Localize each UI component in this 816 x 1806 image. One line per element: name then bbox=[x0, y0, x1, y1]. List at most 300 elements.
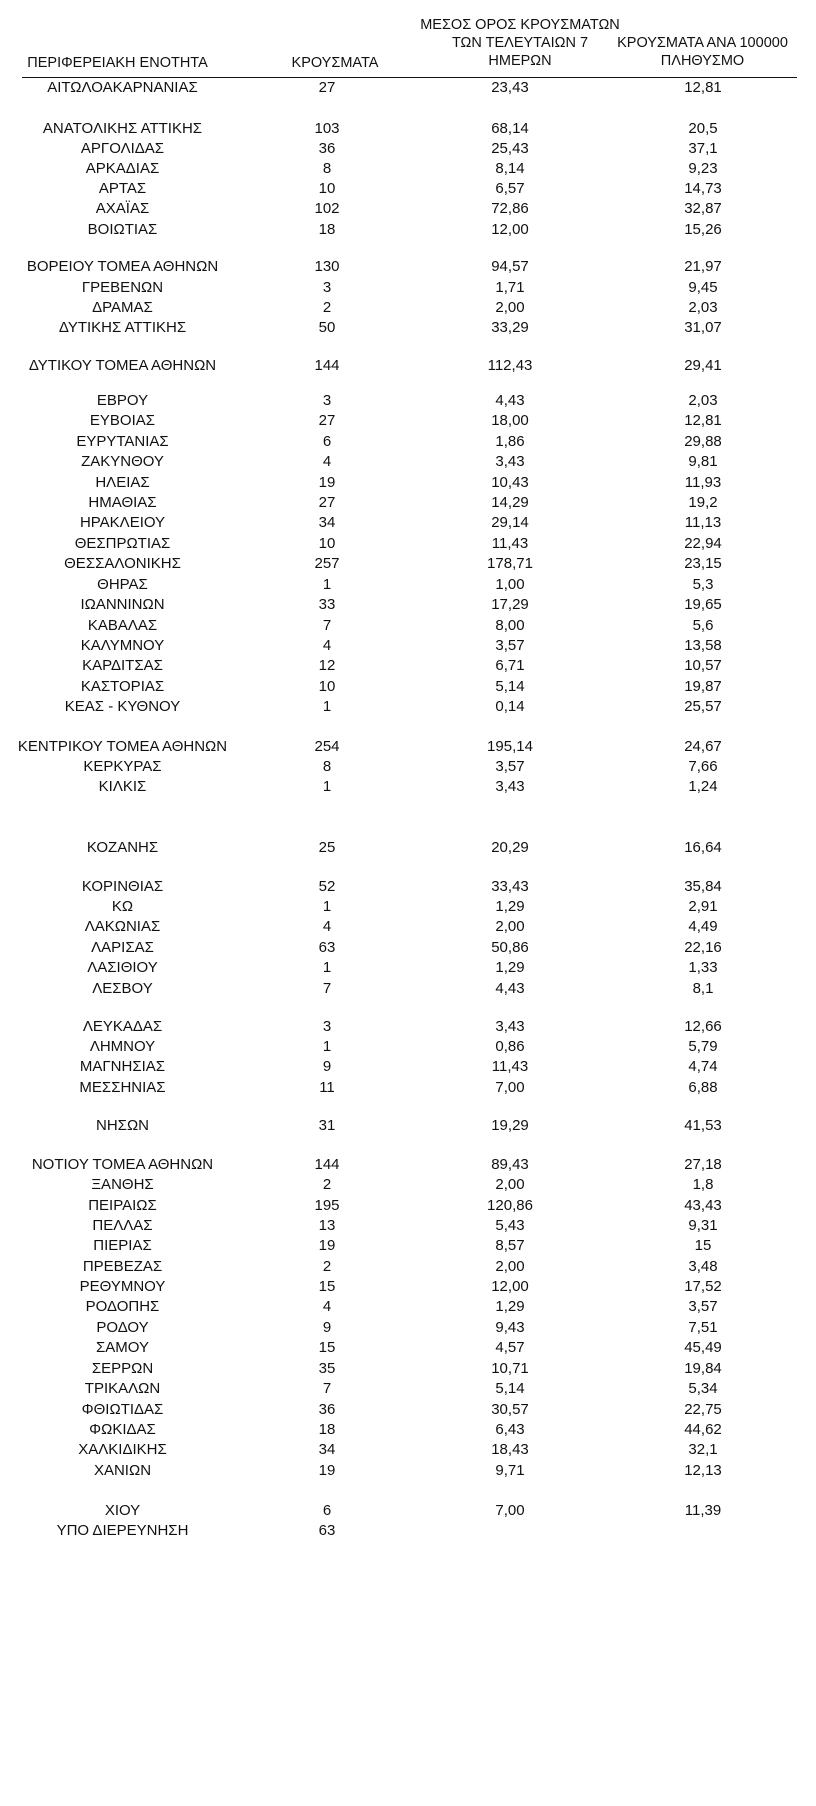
seven-day-average-cell: 4,57 bbox=[495, 1339, 525, 1356]
table-row bbox=[0, 159, 816, 179]
per-100k-cell: 5,6 bbox=[692, 617, 714, 634]
seven-day-average-cell: 112,43 bbox=[487, 357, 533, 374]
per-100k-cell: 19,2 bbox=[688, 494, 718, 511]
per-100k-cell: 7,51 bbox=[688, 1319, 718, 1336]
table-row bbox=[0, 595, 816, 615]
table-row bbox=[0, 452, 816, 472]
region-cell: ΧΑΝΙΩΝ bbox=[93, 1462, 152, 1479]
cases-cell: 25 bbox=[318, 839, 336, 856]
region-cell: ΞΑΝΘΗΣ bbox=[91, 1176, 154, 1193]
table-row bbox=[0, 1175, 816, 1195]
table-row bbox=[0, 1116, 816, 1136]
cases-cell: 144 bbox=[314, 357, 340, 374]
region-cell: ΠΕΛΛΑΣ bbox=[92, 1217, 153, 1234]
table-row bbox=[0, 917, 816, 937]
per-100k-cell: 37,1 bbox=[688, 140, 718, 157]
table-row bbox=[0, 513, 816, 533]
per-100k-cell: 14,73 bbox=[684, 180, 722, 197]
seven-day-average-cell: 120,86 bbox=[487, 1197, 533, 1214]
region-cell: ΥΠΟ ΔΙΕΡΕΥΝΗΣΗ bbox=[56, 1522, 189, 1539]
seven-day-average-cell: 0,86 bbox=[495, 1038, 525, 1055]
per-100k-cell: 15,26 bbox=[684, 221, 722, 238]
table-row bbox=[0, 897, 816, 917]
cases-cell: 18 bbox=[318, 221, 336, 238]
per-100k-cell: 23,15 bbox=[684, 555, 722, 572]
per-100k-cell: 1,24 bbox=[688, 778, 718, 795]
seven-day-average-cell: 6,57 bbox=[495, 180, 525, 197]
seven-day-average-cell: 20,29 bbox=[491, 839, 529, 856]
region-cell: ΦΘΙΩΤΙΔΑΣ bbox=[81, 1401, 164, 1418]
cases-cell: 102 bbox=[314, 200, 340, 217]
per-100k-cell: 9,81 bbox=[688, 453, 718, 470]
table-row bbox=[0, 838, 816, 858]
table-row bbox=[0, 534, 816, 554]
table-row bbox=[0, 1277, 816, 1297]
per-100k-cell: 9,31 bbox=[688, 1217, 718, 1234]
region-cell: ΛΕΣΒΟΥ bbox=[92, 980, 153, 997]
header-cases bbox=[270, 54, 400, 72]
per-100k-cell: 11,39 bbox=[684, 1502, 722, 1519]
per-100k-cell: 17,52 bbox=[684, 1278, 722, 1295]
per-100k-cell: 5,34 bbox=[688, 1380, 718, 1397]
cases-cell: 36 bbox=[318, 140, 336, 157]
seven-day-average-cell: 68,14 bbox=[491, 120, 529, 137]
per-100k-cell: 15 bbox=[694, 1237, 712, 1254]
seven-day-average-cell: 11,43 bbox=[491, 535, 529, 552]
seven-day-average-cell: 3,43 bbox=[495, 778, 525, 795]
region-cell: ΠΡΕΒΕΖΑΣ bbox=[82, 1258, 163, 1275]
cases-cell: 7 bbox=[322, 1380, 332, 1397]
table-row bbox=[0, 139, 816, 159]
seven-day-average-cell: 12,00 bbox=[491, 221, 529, 238]
seven-day-average-cell: 3,57 bbox=[495, 637, 525, 654]
header-per-line-1: ΚΡΟΥΣΜΑΤΑ ΑΝΑ 100000 bbox=[617, 35, 788, 51]
table-row bbox=[0, 575, 816, 595]
per-100k-cell: 2,03 bbox=[688, 392, 718, 409]
region-cell: ΜΑΓΝΗΣΙΑΣ bbox=[79, 1058, 166, 1075]
per-100k-cell: 12,13 bbox=[684, 1462, 722, 1479]
cases-cell: 1 bbox=[322, 1038, 332, 1055]
table-row bbox=[0, 938, 816, 958]
cases-cell: 33 bbox=[318, 596, 336, 613]
region-cell: ΚΟΖΑΝΗΣ bbox=[86, 839, 159, 856]
seven-day-average-cell: 2,00 bbox=[495, 299, 525, 316]
region-cell: ΔΡΑΜΑΣ bbox=[92, 299, 153, 316]
table-row bbox=[0, 677, 816, 697]
region-cell: ΑΧΑΪΑΣ bbox=[95, 200, 150, 217]
cases-cell: 10 bbox=[318, 678, 336, 695]
per-100k-cell: 31,07 bbox=[684, 319, 722, 336]
seven-day-average-cell: 1,71 bbox=[495, 279, 525, 296]
region-cell: ΝΟΤΙΟΥ ΤΟΜΕΑ ΑΘΗΝΩΝ bbox=[31, 1156, 214, 1173]
cases-cell: 6 bbox=[322, 433, 332, 450]
region-cell: ΖΑΚΥΝΘΟΥ bbox=[81, 453, 164, 470]
region-cell: ΔΥΤΙΚΗΣ ΑΤΤΙΚΗΣ bbox=[58, 319, 187, 336]
per-100k-cell: 12,81 bbox=[684, 412, 722, 429]
cases-cell: 52 bbox=[318, 878, 336, 895]
seven-day-average-cell: 50,86 bbox=[491, 939, 529, 956]
region-cell: ΦΩΚΙΔΑΣ bbox=[89, 1421, 156, 1438]
cases-cell: 195 bbox=[314, 1197, 340, 1214]
cases-cell: 10 bbox=[318, 535, 336, 552]
cases-cell: 7 bbox=[322, 617, 332, 634]
seven-day-average-cell: 6,71 bbox=[495, 657, 525, 674]
per-100k-cell: 29,88 bbox=[684, 433, 722, 450]
per-100k-cell: 3,48 bbox=[688, 1258, 718, 1275]
region-cell: ΚΕΑΣ - ΚΥΘΝΟΥ bbox=[64, 698, 181, 715]
per-100k-cell: 19,87 bbox=[684, 678, 722, 695]
region-cell: ΚΑΛΥΜΝΟΥ bbox=[80, 637, 165, 654]
seven-day-average-cell: 33,29 bbox=[491, 319, 529, 336]
seven-day-average-cell: 195,14 bbox=[487, 738, 533, 755]
cases-cell: 34 bbox=[318, 1441, 336, 1458]
per-100k-cell: 21,97 bbox=[684, 258, 722, 275]
region-cell: ΑΡΚΑΔΙΑΣ bbox=[85, 160, 160, 177]
header-region-label: ΠΕΡΙΦΕΡΕΙΑΚΗ ΕΝΟΤΗΤΑ bbox=[27, 55, 208, 71]
table-row bbox=[0, 777, 816, 797]
table-row bbox=[0, 179, 816, 199]
per-100k-cell: 8,1 bbox=[692, 980, 714, 997]
table-row bbox=[0, 1236, 816, 1256]
region-cell: ΚΟΡΙΝΘΙΑΣ bbox=[81, 878, 164, 895]
seven-day-average-cell: 30,57 bbox=[491, 1401, 529, 1418]
table-row bbox=[0, 318, 816, 338]
region-cell: ΗΡΑΚΛΕΙΟΥ bbox=[79, 514, 166, 531]
region-cell: ΒΟΙΩΤΙΑΣ bbox=[87, 221, 158, 238]
cases-cell: 63 bbox=[318, 939, 336, 956]
header-region bbox=[10, 54, 225, 72]
seven-day-average-cell: 1,00 bbox=[495, 576, 525, 593]
table-row bbox=[0, 356, 816, 376]
per-100k-cell: 9,23 bbox=[688, 160, 718, 177]
region-cell: ΛΑΡΙΣΑΣ bbox=[91, 939, 154, 956]
table-row bbox=[0, 411, 816, 431]
seven-day-average-cell: 2,00 bbox=[495, 918, 525, 935]
cases-cell: 34 bbox=[318, 514, 336, 531]
table-row bbox=[0, 199, 816, 219]
region-cell: ΑΡΤΑΣ bbox=[98, 180, 147, 197]
table-row bbox=[0, 1461, 816, 1481]
seven-day-average-cell: 4,43 bbox=[495, 980, 525, 997]
region-cell: ΑΡΓΟΛΙΔΑΣ bbox=[80, 140, 165, 157]
per-100k-cell: 27,18 bbox=[684, 1156, 722, 1173]
table-row bbox=[0, 757, 816, 777]
table-row bbox=[0, 1057, 816, 1077]
per-100k-cell: 45,49 bbox=[684, 1339, 722, 1356]
region-cell: ΤΡΙΚΑΛΩΝ bbox=[84, 1380, 161, 1397]
cases-cell: 19 bbox=[318, 1237, 336, 1254]
cases-cell: 257 bbox=[314, 555, 340, 572]
seven-day-average-cell: 0,14 bbox=[495, 698, 525, 715]
header-avg-line-3: ΗΜΕΡΩΝ bbox=[488, 53, 552, 69]
cases-cell: 4 bbox=[322, 1298, 332, 1315]
table-row bbox=[0, 1078, 816, 1098]
seven-day-average-cell: 2,00 bbox=[495, 1258, 525, 1275]
seven-day-average-cell: 29,14 bbox=[491, 514, 529, 531]
seven-day-average-cell: 1,86 bbox=[495, 433, 525, 450]
cases-cell: 1 bbox=[322, 778, 332, 795]
region-cell: ΚΕΡΚΥΡΑΣ bbox=[83, 758, 162, 775]
cases-cell: 254 bbox=[314, 738, 340, 755]
seven-day-average-cell: 18,43 bbox=[491, 1441, 529, 1458]
region-cell: ΡΕΘΥΜΝΟΥ bbox=[79, 1278, 166, 1295]
per-100k-cell: 32,1 bbox=[688, 1441, 718, 1458]
cases-cell: 130 bbox=[314, 258, 340, 275]
table-row bbox=[0, 1501, 816, 1521]
seven-day-average-cell: 178,71 bbox=[487, 555, 533, 572]
cases-cell: 8 bbox=[322, 160, 332, 177]
region-cell: ΒΟΡΕΙΟΥ ΤΟΜΕΑ ΑΘΗΝΩΝ bbox=[26, 258, 219, 275]
region-cell: ΚΑΒΑΛΑΣ bbox=[87, 617, 158, 634]
table-row bbox=[0, 1359, 816, 1379]
per-100k-cell: 13,58 bbox=[684, 637, 722, 654]
region-cell: ΠΕΙΡΑΙΩΣ bbox=[88, 1197, 157, 1214]
table-row bbox=[0, 432, 816, 452]
seven-day-average-cell: 9,43 bbox=[495, 1319, 525, 1336]
table-row bbox=[0, 257, 816, 277]
region-cell: ΑΙΤΩΛΟΑΚΑΡΝΑΝΙΑΣ bbox=[47, 79, 198, 96]
cases-cell: 2 bbox=[322, 299, 332, 316]
per-100k-cell: 3,57 bbox=[688, 1298, 718, 1315]
cases-cell: 19 bbox=[318, 474, 336, 491]
seven-day-average-cell: 14,29 bbox=[491, 494, 529, 511]
region-cell: ΚΩ bbox=[111, 898, 134, 915]
header-avg-line-1: ΜΕΣΟΣ ΟΡΟΣ ΚΡΟΥΣΜΑΤΩΝ bbox=[420, 17, 620, 33]
table-row bbox=[0, 1379, 816, 1399]
region-cell: ΕΒΡΟΥ bbox=[96, 392, 149, 409]
table-row bbox=[0, 979, 816, 999]
per-100k-cell: 5,3 bbox=[692, 576, 714, 593]
seven-day-average-cell: 6,43 bbox=[495, 1421, 525, 1438]
region-cell: ΚΙΛΚΙΣ bbox=[98, 778, 147, 795]
cases-cell: 1 bbox=[322, 898, 332, 915]
region-cell: ΙΩΑΝΝΙΝΩΝ bbox=[80, 596, 165, 613]
per-100k-cell: 1,33 bbox=[688, 959, 718, 976]
per-100k-cell: 4,49 bbox=[688, 918, 718, 935]
cases-cell: 27 bbox=[318, 494, 336, 511]
table-row bbox=[0, 1017, 816, 1037]
seven-day-average-cell: 3,43 bbox=[495, 1018, 525, 1035]
per-100k-cell: 22,75 bbox=[684, 1401, 722, 1418]
seven-day-average-cell: 17,29 bbox=[491, 596, 529, 613]
cases-cell: 4 bbox=[322, 637, 332, 654]
cases-cell: 1 bbox=[322, 698, 332, 715]
cases-cell: 3 bbox=[322, 1018, 332, 1035]
region-cell: ΡΟΔΟΠΗΣ bbox=[85, 1298, 160, 1315]
seven-day-average-cell: 1,29 bbox=[495, 959, 525, 976]
seven-day-average-cell: 1,29 bbox=[495, 898, 525, 915]
seven-day-average-cell: 12,00 bbox=[491, 1278, 529, 1295]
table-row bbox=[0, 616, 816, 636]
seven-day-average-cell: 25,43 bbox=[491, 140, 529, 157]
cases-cell: 7 bbox=[322, 980, 332, 997]
per-100k-cell: 10,57 bbox=[684, 657, 722, 674]
table-row bbox=[0, 78, 816, 98]
per-100k-cell: 9,45 bbox=[688, 279, 718, 296]
seven-day-average-cell: 9,71 bbox=[495, 1462, 525, 1479]
seven-day-average-cell: 7,00 bbox=[495, 1079, 525, 1096]
table-row bbox=[0, 554, 816, 574]
seven-day-average-cell: 5,14 bbox=[495, 1380, 525, 1397]
header-cases-label: ΚΡΟΥΣΜΑΤΑ bbox=[291, 55, 379, 71]
region-cell: ΣΕΡΡΩΝ bbox=[91, 1360, 154, 1377]
region-cell: ΘΗΡΑΣ bbox=[97, 576, 148, 593]
per-100k-cell: 44,62 bbox=[684, 1421, 722, 1438]
per-100k-cell: 32,87 bbox=[684, 200, 722, 217]
cases-cell: 144 bbox=[314, 1156, 340, 1173]
table-row bbox=[0, 278, 816, 298]
region-cell: ΗΛΕΙΑΣ bbox=[95, 474, 150, 491]
table-row bbox=[0, 958, 816, 978]
seven-day-average-cell: 8,57 bbox=[495, 1237, 525, 1254]
cases-cell: 15 bbox=[318, 1278, 336, 1295]
cases-cell: 1 bbox=[322, 576, 332, 593]
table-row bbox=[0, 737, 816, 757]
per-100k-cell: 2,91 bbox=[688, 898, 718, 915]
seven-day-average-cell: 72,86 bbox=[491, 200, 529, 217]
header-per-line-2: ΠΛΗΘΥΣΜΟ bbox=[660, 53, 745, 69]
per-100k-cell: 25,57 bbox=[684, 698, 722, 715]
per-100k-cell: 1,8 bbox=[692, 1176, 714, 1193]
per-100k-cell: 29,41 bbox=[684, 357, 722, 374]
region-cell: ΣΑΜΟΥ bbox=[96, 1339, 149, 1356]
header-seven-day-average bbox=[415, 16, 625, 70]
cases-cell: 15 bbox=[318, 1339, 336, 1356]
region-cell: ΠΙΕΡΙΑΣ bbox=[93, 1237, 152, 1254]
table-row bbox=[0, 493, 816, 513]
seven-day-average-cell: 3,57 bbox=[495, 758, 525, 775]
cases-cell: 2 bbox=[322, 1176, 332, 1193]
per-100k-cell: 4,74 bbox=[688, 1058, 718, 1075]
per-100k-cell: 2,03 bbox=[688, 299, 718, 316]
cases-cell: 35 bbox=[318, 1360, 336, 1377]
region-cell: ΔΥΤΙΚΟΥ ΤΟΜΕΑ ΑΘΗΝΩΝ bbox=[28, 357, 217, 374]
cases-cell: 8 bbox=[322, 758, 332, 775]
table-row bbox=[0, 220, 816, 240]
region-cell: ΝΗΣΩΝ bbox=[96, 1117, 149, 1134]
table-row bbox=[0, 636, 816, 656]
region-cell: ΧΑΛΚΙΔΙΚΗΣ bbox=[78, 1441, 167, 1458]
table-row bbox=[0, 1155, 816, 1175]
cases-cell: 13 bbox=[318, 1217, 336, 1234]
per-100k-cell: 35,84 bbox=[684, 878, 722, 895]
cases-cell: 1 bbox=[322, 959, 332, 976]
seven-day-average-cell: 2,00 bbox=[495, 1176, 525, 1193]
region-cell: ΕΥΡΥΤΑΝΙΑΣ bbox=[76, 433, 169, 450]
cases-cell: 12 bbox=[318, 657, 336, 674]
seven-day-average-cell: 4,43 bbox=[495, 392, 525, 409]
seven-day-average-cell: 19,29 bbox=[491, 1117, 529, 1134]
cases-cell: 19 bbox=[318, 1462, 336, 1479]
seven-day-average-cell: 3,43 bbox=[495, 453, 525, 470]
table-row bbox=[0, 1318, 816, 1338]
cases-cell: 27 bbox=[318, 412, 336, 429]
cases-cell: 27 bbox=[318, 79, 336, 96]
region-cell: ΚΕΝΤΡΙΚΟΥ ΤΟΜΕΑ ΑΘΗΝΩΝ bbox=[17, 738, 228, 755]
seven-day-average-cell: 5,14 bbox=[495, 678, 525, 695]
table-row bbox=[0, 1037, 816, 1057]
seven-day-average-cell: 33,43 bbox=[491, 878, 529, 895]
region-cell: ΑΝΑΤΟΛΙΚΗΣ ΑΤΤΙΚΗΣ bbox=[42, 120, 203, 137]
cases-cell: 3 bbox=[322, 392, 332, 409]
per-100k-cell: 11,13 bbox=[684, 514, 722, 531]
per-100k-cell: 22,16 bbox=[684, 939, 722, 956]
region-cell: ΗΜΑΘΙΑΣ bbox=[88, 494, 157, 511]
region-cell: ΧΙΟΥ bbox=[104, 1502, 141, 1519]
region-cell: ΛΑΣΙΘΙΟΥ bbox=[87, 959, 158, 976]
cases-cell: 50 bbox=[318, 319, 336, 336]
region-cell: ΘΕΣΠΡΩΤΙΑΣ bbox=[74, 535, 171, 552]
seven-day-average-cell: 89,43 bbox=[491, 1156, 529, 1173]
cases-cell: 9 bbox=[322, 1319, 332, 1336]
table-row bbox=[0, 1400, 816, 1420]
table-row bbox=[0, 697, 816, 717]
region-cell: ΛΑΚΩΝΙΑΣ bbox=[84, 918, 161, 935]
region-cell: ΛΕΥΚΑΔΑΣ bbox=[82, 1018, 163, 1035]
cases-cell: 103 bbox=[314, 120, 340, 137]
region-cell: ΡΟΔΟΥ bbox=[96, 1319, 149, 1336]
region-cell: ΓΡΕΒΕΝΩΝ bbox=[81, 279, 164, 296]
region-cell: ΜΕΣΣΗΝΙΑΣ bbox=[79, 1079, 166, 1096]
header-avg-line-2: ΤΩΝ ΤΕΛΕΥΤΑΙΩΝ 7 bbox=[451, 35, 589, 51]
table-row bbox=[0, 1216, 816, 1236]
per-100k-cell: 7,66 bbox=[688, 758, 718, 775]
per-100k-cell: 41,53 bbox=[684, 1117, 722, 1134]
table-row bbox=[0, 1257, 816, 1277]
table-row bbox=[0, 1420, 816, 1440]
cases-cell: 36 bbox=[318, 1401, 336, 1418]
cases-cell: 63 bbox=[318, 1522, 336, 1539]
cases-cell: 4 bbox=[322, 918, 332, 935]
seven-day-average-cell: 5,43 bbox=[495, 1217, 525, 1234]
table-row bbox=[0, 119, 816, 139]
cases-cell: 10 bbox=[318, 180, 336, 197]
cases-cell: 2 bbox=[322, 1258, 332, 1275]
seven-day-average-cell: 10,43 bbox=[491, 474, 529, 491]
region-cell: ΚΑΣΤΟΡΙΑΣ bbox=[80, 678, 165, 695]
cases-cell: 9 bbox=[322, 1058, 332, 1075]
table-row bbox=[0, 1440, 816, 1460]
table-row bbox=[0, 391, 816, 411]
region-cell: ΘΕΣΣΑΛΟΝΙΚΗΣ bbox=[64, 555, 181, 572]
region-cell: ΕΥΒΟΙΑΣ bbox=[89, 412, 156, 429]
seven-day-average-cell: 18,00 bbox=[491, 412, 529, 429]
per-100k-cell: 20,5 bbox=[688, 120, 718, 137]
per-100k-cell: 19,65 bbox=[684, 596, 722, 613]
table-row bbox=[0, 1196, 816, 1216]
per-100k-cell: 16,64 bbox=[684, 839, 722, 856]
per-100k-cell: 43,43 bbox=[684, 1197, 722, 1214]
table-row bbox=[0, 1521, 816, 1541]
cases-cell: 3 bbox=[322, 279, 332, 296]
table-row bbox=[0, 877, 816, 897]
seven-day-average-cell: 7,00 bbox=[495, 1502, 525, 1519]
seven-day-average-cell: 1,29 bbox=[495, 1298, 525, 1315]
seven-day-average-cell: 10,71 bbox=[491, 1360, 529, 1377]
cases-cell: 4 bbox=[322, 453, 332, 470]
table-row bbox=[0, 1338, 816, 1358]
region-cell: ΚΑΡΔΙΤΣΑΣ bbox=[82, 657, 163, 674]
seven-day-average-cell: 8,00 bbox=[495, 617, 525, 634]
table-row bbox=[0, 1297, 816, 1317]
region-cell: ΛΗΜΝΟΥ bbox=[89, 1038, 156, 1055]
seven-day-average-cell: 8,14 bbox=[495, 160, 525, 177]
table-row bbox=[0, 656, 816, 676]
cases-cell: 18 bbox=[318, 1421, 336, 1438]
cases-cell: 31 bbox=[318, 1117, 336, 1134]
table-row bbox=[0, 298, 816, 318]
seven-day-average-cell: 11,43 bbox=[491, 1058, 529, 1075]
